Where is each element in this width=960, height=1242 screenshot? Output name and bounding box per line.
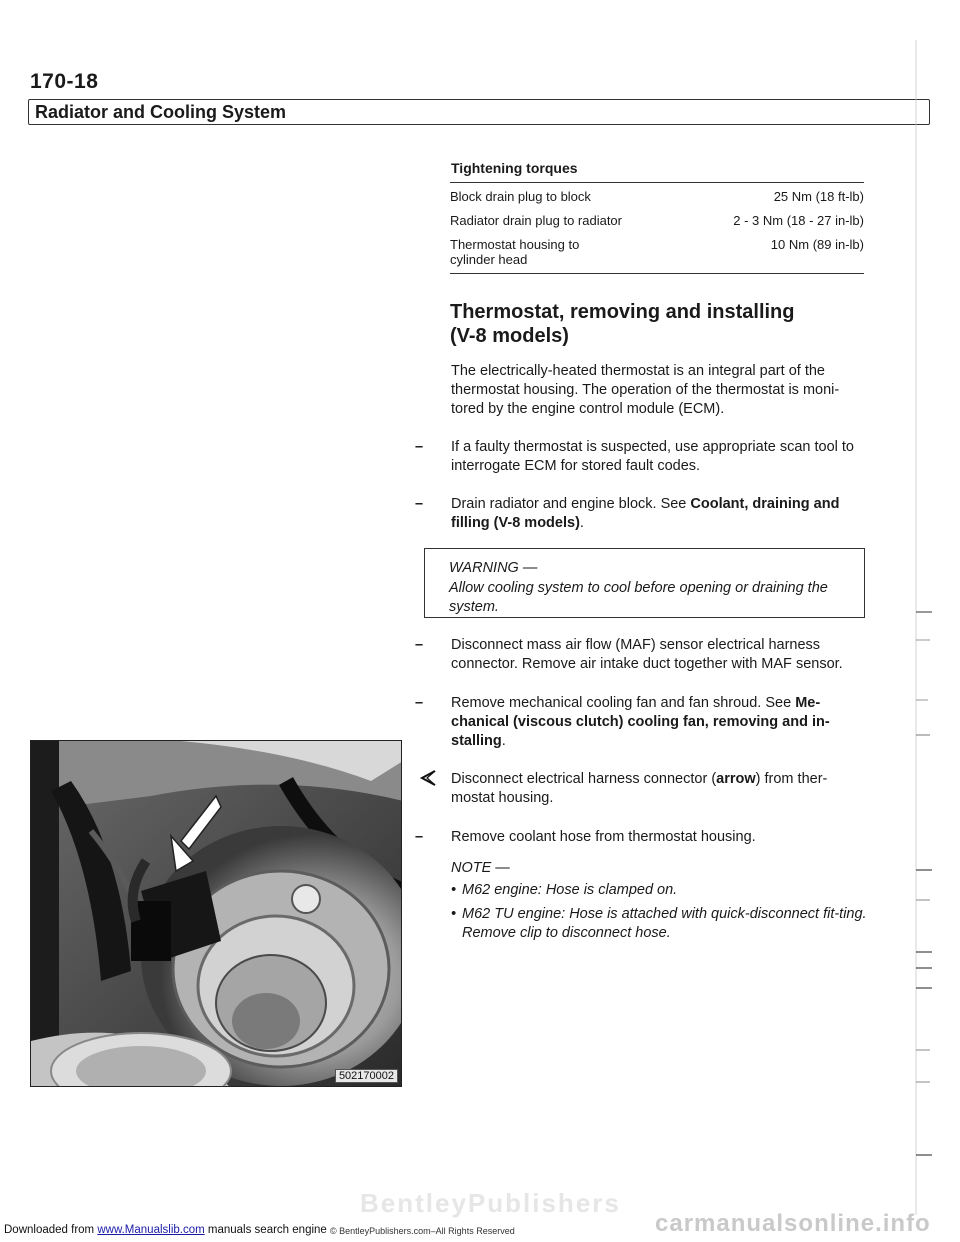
note-heading: NOTE — — [451, 860, 510, 876]
step-5: Disconnect electrical harness connector (arrow) from ther-mostat housing. — [451, 770, 865, 808]
step-5-text: Disconnect electrical harness connector ( — [451, 771, 717, 787]
step-4: – Remove mechanical cooling fan and fan shroud. See Me-chanical (viscous clutch) cooling fan, removing and in-stalling. — [415, 695, 830, 749]
warning-box — [424, 548, 865, 618]
arrow-reference: arrow — [716, 771, 756, 787]
step-4-reference: Me-chanical (viscous clutch) cooling fan, removing and in-stalling — [451, 695, 830, 749]
download-footer: Downloaded from www.Manualslib.com manuals search engine — [4, 1224, 327, 1236]
torque-table — [450, 182, 864, 274]
warning-heading: WARNING — — [449, 560, 538, 576]
step-1-text: If a faulty thermostat is suspected, use appropriate scan tool to interrogate ECM for stored fault codes. — [451, 439, 854, 474]
step-4-text: Remove mechanical cooling fan and fan shroud. See — [451, 695, 796, 711]
step-6-text: Remove coolant hose from thermostat housing. — [451, 829, 756, 845]
step-1: – If a faulty thermostat is suspected, use appropriate scan tool to interrogate ECM for stored fault codes. — [415, 439, 854, 474]
site-watermark: carmanualsonline.info — [655, 1210, 931, 1237]
torque-value: 2 - 3 Nm (18 - 27 in-lb) — [733, 213, 864, 228]
figure-label: 502170002 — [335, 1069, 398, 1083]
torque-item: Thermostat housing to cylinder head — [450, 237, 580, 267]
step-2: – Drain radiator and engine block. See Coolant, draining and filling (V-8 models). — [415, 496, 840, 531]
note-text: M62 TU engine: Hose is attached with quick-disconnect fit-ting. Remove clip to disconnect hose. — [462, 906, 867, 941]
table-row — [450, 213, 864, 228]
copyright-text: © BentleyPublishers.com–All Rights Reserved — [330, 1226, 515, 1236]
table-rule — [450, 182, 864, 183]
thermostat-photo — [30, 740, 402, 1087]
torque-heading: Tightening torques — [451, 160, 578, 176]
section-header — [28, 99, 930, 125]
note-text: M62 engine: Hose is clamped on. — [462, 882, 678, 898]
step-3: – Disconnect mass air flow (MAF) sensor electrical harness connector. Remove air intake duct together with MAF sensor. — [415, 637, 843, 672]
page-number: 170-18 — [30, 70, 99, 93]
section-title: Radiator and Cooling System — [35, 102, 287, 122]
manualslib-link[interactable]: www.Manualslib.com — [97, 1224, 205, 1236]
torque-item: Radiator drain plug to radiator — [450, 213, 622, 228]
publisher-watermark: BentleyPublishers — [360, 1188, 621, 1218]
step-2-reference: Coolant, draining and filling (V-8 models) — [451, 496, 840, 531]
engine-photo-illustration — [31, 741, 402, 1087]
table-row — [450, 237, 864, 267]
procedure-title-line1: Thermostat, removing and installing — [450, 301, 795, 323]
note-item: • M62 TU engine: Hose is attached with quick-disconnect fit-ting. Remove clip to disconnect hose. — [451, 906, 867, 941]
table-rule — [450, 273, 864, 274]
torque-value: 25 Nm (18 ft-lb) — [773, 189, 864, 204]
note-item: • M62 engine: Hose is clamped on. — [451, 881, 871, 901]
intro-paragraph: The electrically-heated thermostat is an integral part of the thermostat housing. The operation of the thermostat is moni-tored by the engine control module (ECM). — [451, 363, 840, 417]
torque-value: 10 Nm (89 in-lb) — [770, 237, 864, 252]
torque-item: Block drain plug to block — [450, 189, 591, 204]
step-6: – Remove coolant hose from thermostat housing. — [415, 829, 756, 845]
margin-tick-marks — [900, 0, 960, 1242]
step-2-text: Drain radiator and engine block. See — [451, 496, 691, 512]
step-3-text: Disconnect mass air flow (MAF) sensor electrical harness connector. Remove air intake duct together with MAF sensor. — [451, 637, 843, 672]
table-row — [450, 189, 864, 204]
figure-pointer-icon — [419, 768, 439, 788]
warning-text: Allow cooling system to cool before opening or draining the system. — [449, 580, 828, 615]
procedure-title-line2: (V-8 models) — [450, 325, 569, 347]
procedure-title — [450, 300, 870, 348]
